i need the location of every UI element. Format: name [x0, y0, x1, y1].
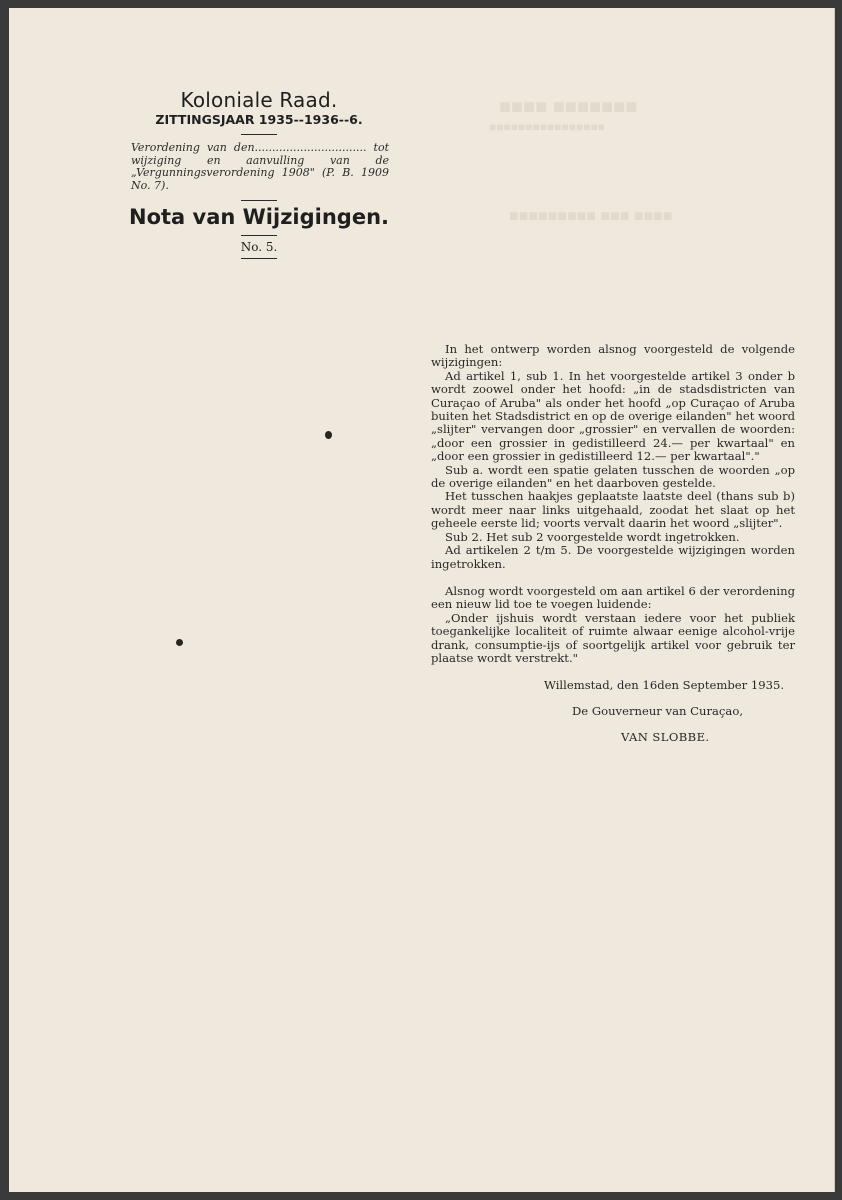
- nota-title: Nota van Wijzigingen.: [129, 205, 390, 229]
- session-year: ZITTINGSJAAR 1935--1936--6.: [155, 112, 363, 127]
- bleed-through-shadow-2: ■■■■■■■■■■■■■■■■: [489, 120, 605, 134]
- document-page: [9, 8, 835, 1192]
- paragraph: Sub 2. Het sub 2 voorgestelde wordt ingetrokken.: [445, 529, 740, 544]
- signatory-name: VAN SLOBBE.: [621, 730, 710, 744]
- paragraph: Alsnog wordt voorgesteld om aan artikel 6 der verordening een nieuw lid toe te voegen luidende:: [431, 583, 795, 612]
- place-date: Willemstad, den 16den September 1935.: [544, 678, 785, 692]
- paragraph: Het tusschen haakjes geplaatste laatste deel (thans sub b) wordt meer naar links uitgehaald, zoodat het slaat op het geheele eerste lid; voorts vervalt daarin het woord „slijter".: [431, 489, 795, 531]
- divider: [241, 200, 277, 201]
- signatory-role: De Gouverneur van Curaçao,: [572, 704, 744, 718]
- bleed-through-shadow-3: ■■■■ ■■■ ■■■■■■■■■: [509, 208, 673, 225]
- ordinance-subject: Verordening van den................................ tot wijziging en aanvulling van de „Vergunningsverordening 1908" (P. B. 1909 No. 7).: [131, 141, 389, 192]
- divider: [241, 134, 277, 135]
- bleed-through-shadow: ■■■■■■■ ■■■■: [499, 96, 638, 118]
- divider: [241, 258, 277, 259]
- ink-spot: [325, 431, 332, 439]
- paragraph: Ad artikelen 2 t/m 5. De voorgestelde wijzigingen worden ingetrokken.: [431, 543, 795, 571]
- spacer: [431, 571, 795, 585]
- document-number: No. 5.: [240, 240, 278, 254]
- document-header: [129, 88, 389, 266]
- paragraph: In het ontwerp worden alsnog voorgesteld de volgende wijzigingen:: [431, 342, 795, 370]
- amendment-text: [431, 343, 795, 665]
- paragraph: Sub a. wordt een spatie gelaten tusschen de woorden „op de overige eilanden" en het daarboven gestelde.: [431, 462, 795, 491]
- paragraph: „Onder ijshuis wordt verstaan iedere voor het publiek toegankelijke localiteit of ruimte alwaar eenige alcohol-vrije drank, consumptie-ijs of soortgelijk artikel voor gebruik ter plaatse wordt verstrekt.": [431, 610, 795, 665]
- council-title: Koloniale Raad.: [180, 88, 338, 112]
- ink-spot: [176, 639, 183, 646]
- paragraph: Ad artikel 1, sub 1. In het voorgestelde artikel 3 onder b wordt zoowel onder het hoofd: „in de stadsdistricten van Curaçao of Aruba" als onder het hoofd „op Curaçao of Aruba buiten het Stadsdistrict en op de overige eilanden" het woord „slijter" vervangen door „grossier" en vervallen de woorden: „door een grossier in gedistilleerd 24.— per kwartaal" en „door een grossier in gedistilleerd 12.— per kwartaal".": [431, 368, 795, 464]
- divider: [241, 235, 277, 236]
